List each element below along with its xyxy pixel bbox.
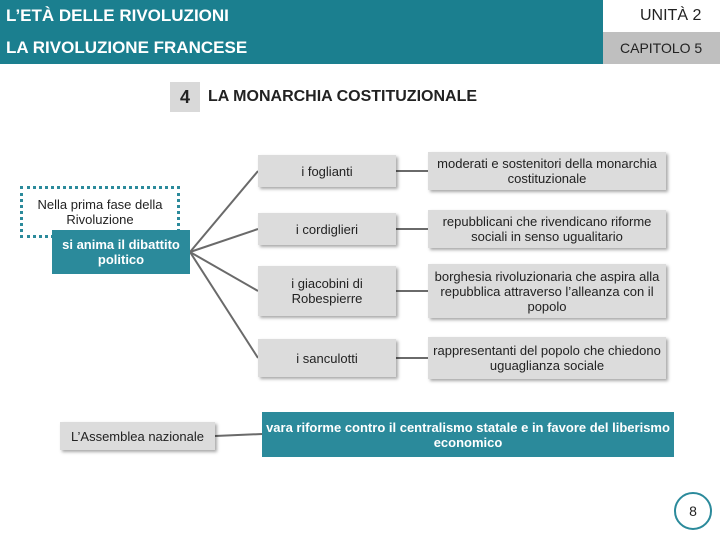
desc-foglianti: moderati e sostenitori della monarchia costituzionale	[428, 152, 666, 190]
header-subtitle: LA RIVOLUZIONE FRANCESE	[6, 38, 248, 57]
desc-cordiglieri: repubblicani che rivendicano riforme sociali in senso ugualitario	[428, 210, 666, 248]
assemblea-box: L’Assemblea nazionale	[60, 422, 215, 450]
section-number: 4	[170, 82, 200, 112]
desc-sanculotti: rappresentanti del popolo che chiedono uguaglianza sociale	[428, 337, 666, 379]
connector-to-sanculotti	[190, 252, 258, 358]
dibattito-box: si anima il dibattito politico	[52, 230, 190, 274]
unit-label: UNITÀ 2	[640, 7, 702, 24]
desc-giacobini: borghesia rivoluzionaria che aspira alla repubblica attraverso l’alleanza con il popolo	[428, 264, 666, 318]
header-title: L’ETÀ DELLE RIVOLUZIONI	[6, 6, 229, 25]
group-giacobini: i giacobini di Robespierre	[258, 266, 396, 316]
assemblea-result: vara riforme contro il centralismo statale e in favore del liberismo economico	[262, 412, 674, 457]
section-title: LA MONARCHIA COSTITUZIONALE	[208, 88, 478, 105]
group-foglianti: i foglianti	[258, 155, 396, 187]
intro-box: Nella prima fase della Rivoluzione	[20, 186, 180, 238]
chapter-label: CAPITOLO 5	[620, 40, 703, 56]
page-number: 8	[674, 492, 712, 530]
connector-assemblea	[215, 434, 262, 436]
connector-to-giacobini	[190, 252, 258, 291]
group-cordiglieri: i cordiglieri	[258, 213, 396, 245]
group-sanculotti: i sanculotti	[258, 339, 396, 377]
